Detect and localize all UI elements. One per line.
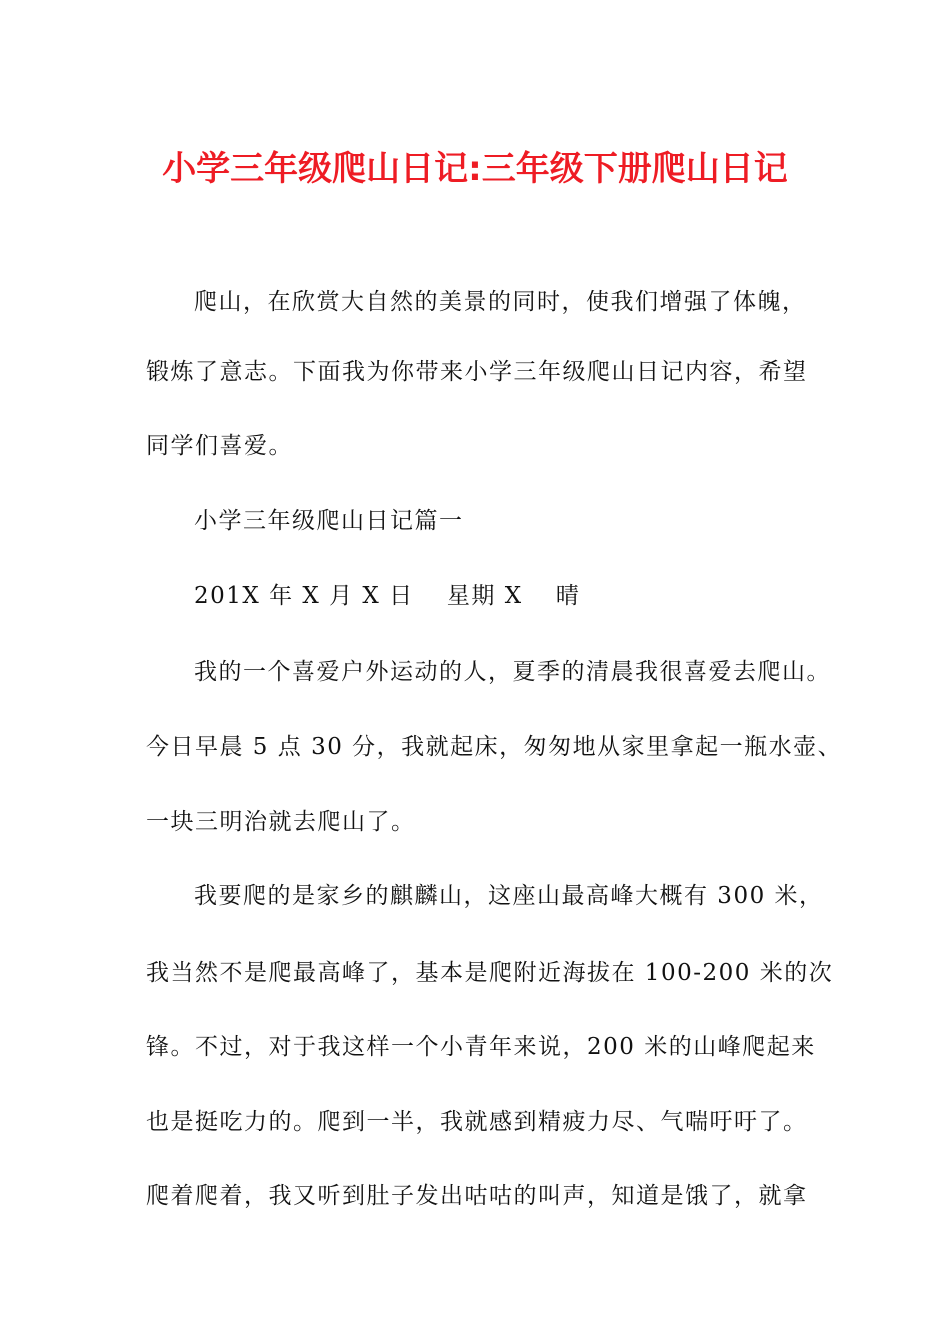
document-title: 小学三年级爬山日记:三年级下册爬山日记: [162, 149, 788, 189]
paragraph-1-line-1: 爬山，在欣赏大自然的美景的同时，使我们增强了体魄，: [194, 289, 807, 315]
paragraph-1-line-3: 同学们喜爱。: [146, 433, 293, 459]
paragraph-1-line-2: 锻炼了意志。下面我为你带来小学三年级爬山日记内容，希望: [146, 359, 808, 385]
section-heading: 小学三年级爬山日记篇一: [194, 508, 464, 534]
paragraph-3-line-1: 我要爬的是家乡的麒麟山，这座山最高峰大概有 300 米，: [194, 883, 824, 909]
paragraph-3-line-4: 也是挺吃力的。爬到一半，我就感到精疲力尽、气喘吁吁了。: [146, 1109, 808, 1135]
paragraph-3-line-3: 锋。不过，对于我这样一个小青年来说，200 米的山峰爬起来: [146, 1034, 816, 1060]
paragraph-3-line-2: 我当然不是爬最高峰了，基本是爬附近海拔在 100-200 米的次: [146, 960, 834, 986]
diary-date-line: 201X 年 X 月 X 日 星期 X 晴: [194, 583, 581, 609]
paragraph-2-line-3: 一块三明治就去爬山了。: [146, 809, 416, 835]
paragraph-2-line-1: 我的一个喜爱户外运动的人，夏季的清晨我很喜爱去爬山。: [194, 659, 831, 685]
paragraph-2-line-2: 今日早晨 5 点 30 分，我就起床，匆匆地从家里拿起一瓶水壶、: [146, 734, 843, 760]
paragraph-3-line-5: 爬着爬着，我又听到肚子发出咕咕的叫声，知道是饿了，就拿: [146, 1183, 808, 1209]
